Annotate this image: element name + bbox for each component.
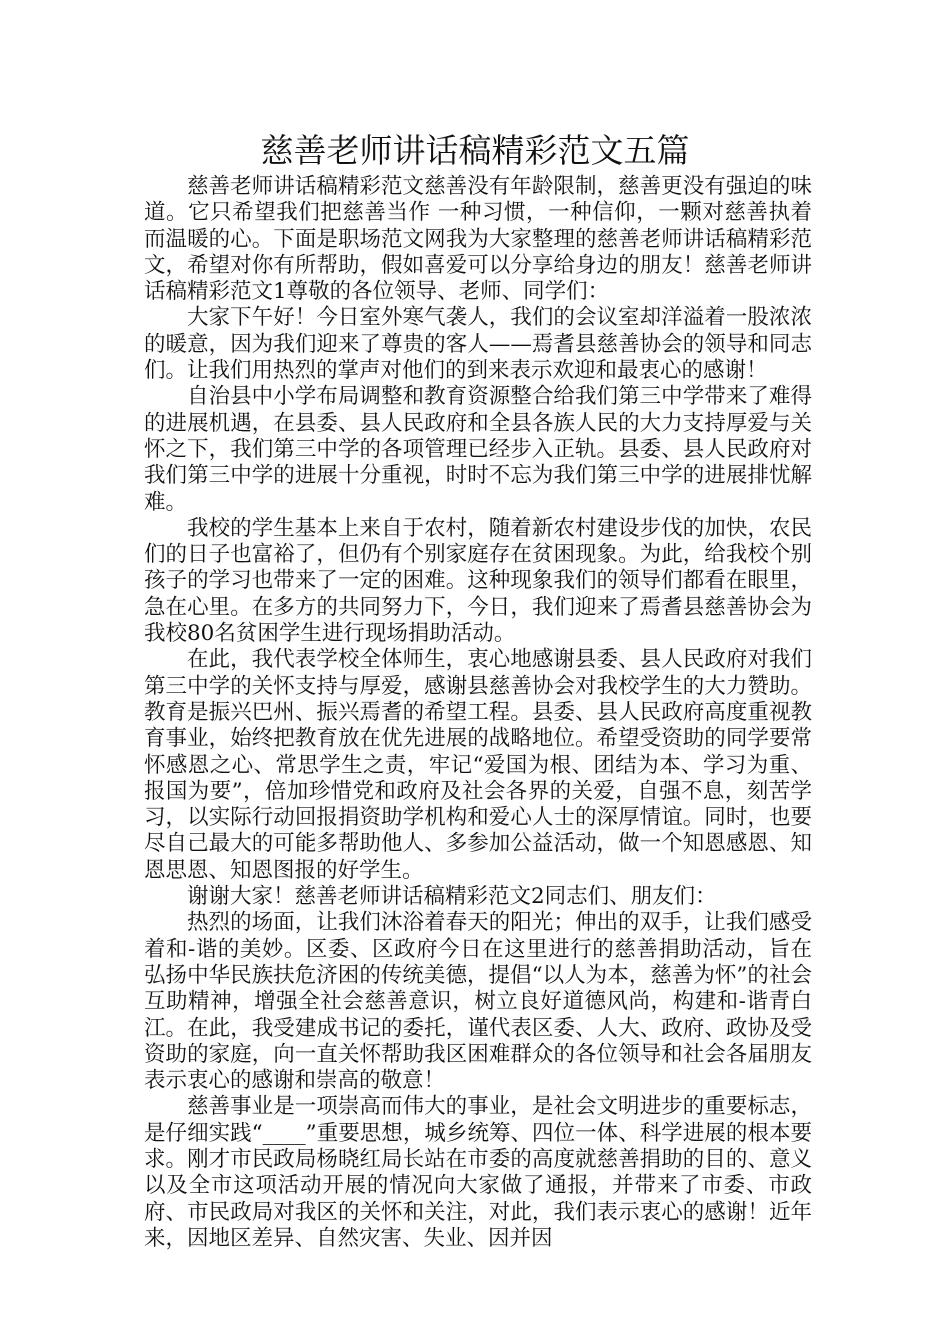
paragraph-6: 谢谢大家！慈善老师讲话稿精彩范文2同志们、朋友们：	[187, 884, 717, 910]
paragraph-5: 在此，我代表学校全体师生，衷心地感谢县委、县人民政府对我们第三中学的关怀支持与厚爱，感谢县慈善协会对我校学生的大力赞助。教育是振兴巴州、振兴焉耆的希望工程。县委、县人民政府高度重视教育事业，始终把教育放在优先进展的战略地位。希望受资助的同学要常怀感恩之心、常思学生之责，牢记“爱国为根、团结为本、学习为重、报国为要”，倍加珍惜党和政府及社会各界的关爱，自强不息，刻苦学习，以实际行动回报捐资助学机构和爱心人士的深厚情谊。同时，也要尽自己最大的可能多帮助他人、多参加公益活动，做一个知恩感恩、知恩思恩、知恩图报的好学生。	[144, 647, 812, 883]
paragraph-4: 我校的学生基本上来自于农村，随着新农村建设步伐的加快，农民们的日子也富裕了，但仍有个别家庭存在贫困现象。为此，给我校个别孩子的学习也带来了一定的困难。这种现象我们的领导们都看在眼里，急在心里。在多方的共同努力下，今日，我们迎来了焉耆县慈善协会为我校80名贫困学生进行现场捐助活动。	[144, 515, 812, 647]
paragraph-1: 慈善老师讲话稿精彩范文慈善没有年龄限制，慈善更没有强迫的味道。它只希望我们把慈善当作 一种习惯，一种信仰，一颗对慈善执着而温暖的心。下面是职场范文网我为大家整理的慈善老师讲话稿精彩范文，希望对你有所帮助，假如喜爱可以分享给身边的朋友！慈善老师讲话稿精彩范文1尊敬的各位领导、老师、同学们：	[144, 174, 812, 305]
paragraph-7: 热烈的场面，让我们沐浴着春天的阳光；伸出的双手，让我们感受着和-谐的美妙。区委、区政府今日在这里进行的慈善捐助活动，旨在弘扬中华民族扶危济困的传统美德，提倡“以人为本，慈善为怀”的社会互助精神，增强全社会慈善意识，树立良好道德风尚，构建和-谐青白江。在此，我受建成书记的委托，谨代表区委、人大、政府、政协及受资助的家庭，向一直关怀帮助我区困难群众的各位领导和社会各届朋友表示衷心的感谢和崇高的敬意！	[144, 910, 812, 1094]
document-body	[144, 174, 812, 1252]
document-title: 慈善老师讲话稿精彩范文五篇	[260, 131, 690, 170]
paragraph-3: 自治县中小学布局调整和教育资源整合给我们第三中学带来了难得的进展机遇，在县委、县人民政府和全县各族人民的大力支持厚爱与关怀之下，我们第三中学的各项管理已经步入正轨。县委、县人民政府对我们第三中学的进展十分重视，时时不忘为我们第三中学的进展排忧解难。	[144, 384, 812, 515]
paragraph-8: 慈善事业是一项崇高而伟大的事业，是社会文明进步的重要标志，是仔细实践“____”重要思想，城乡统筹、四位一体、科学进展的根本要求。刚才市民政局杨晓红局长站在市委的高度就慈善捐助的目的、意义以及全市这项活动开展的情况向大家做了通报，并带来了市委、市政府、市民政局对我区的关怀和关注，对此，我们表示衷心的感谢！近年来，因地区差异、自然灾害、失业、因并因	[144, 1094, 812, 1251]
paragraph-2: 大家下午好！今日室外寒气袭人，我们的会议室却洋溢着一股浓浓的暖意，因为我们迎来了尊贵的客人——焉耆县慈善协会的领导和同志们。让我们用热烈的掌声对他们的到来表示欢迎和最衷心的感谢！	[144, 305, 812, 384]
